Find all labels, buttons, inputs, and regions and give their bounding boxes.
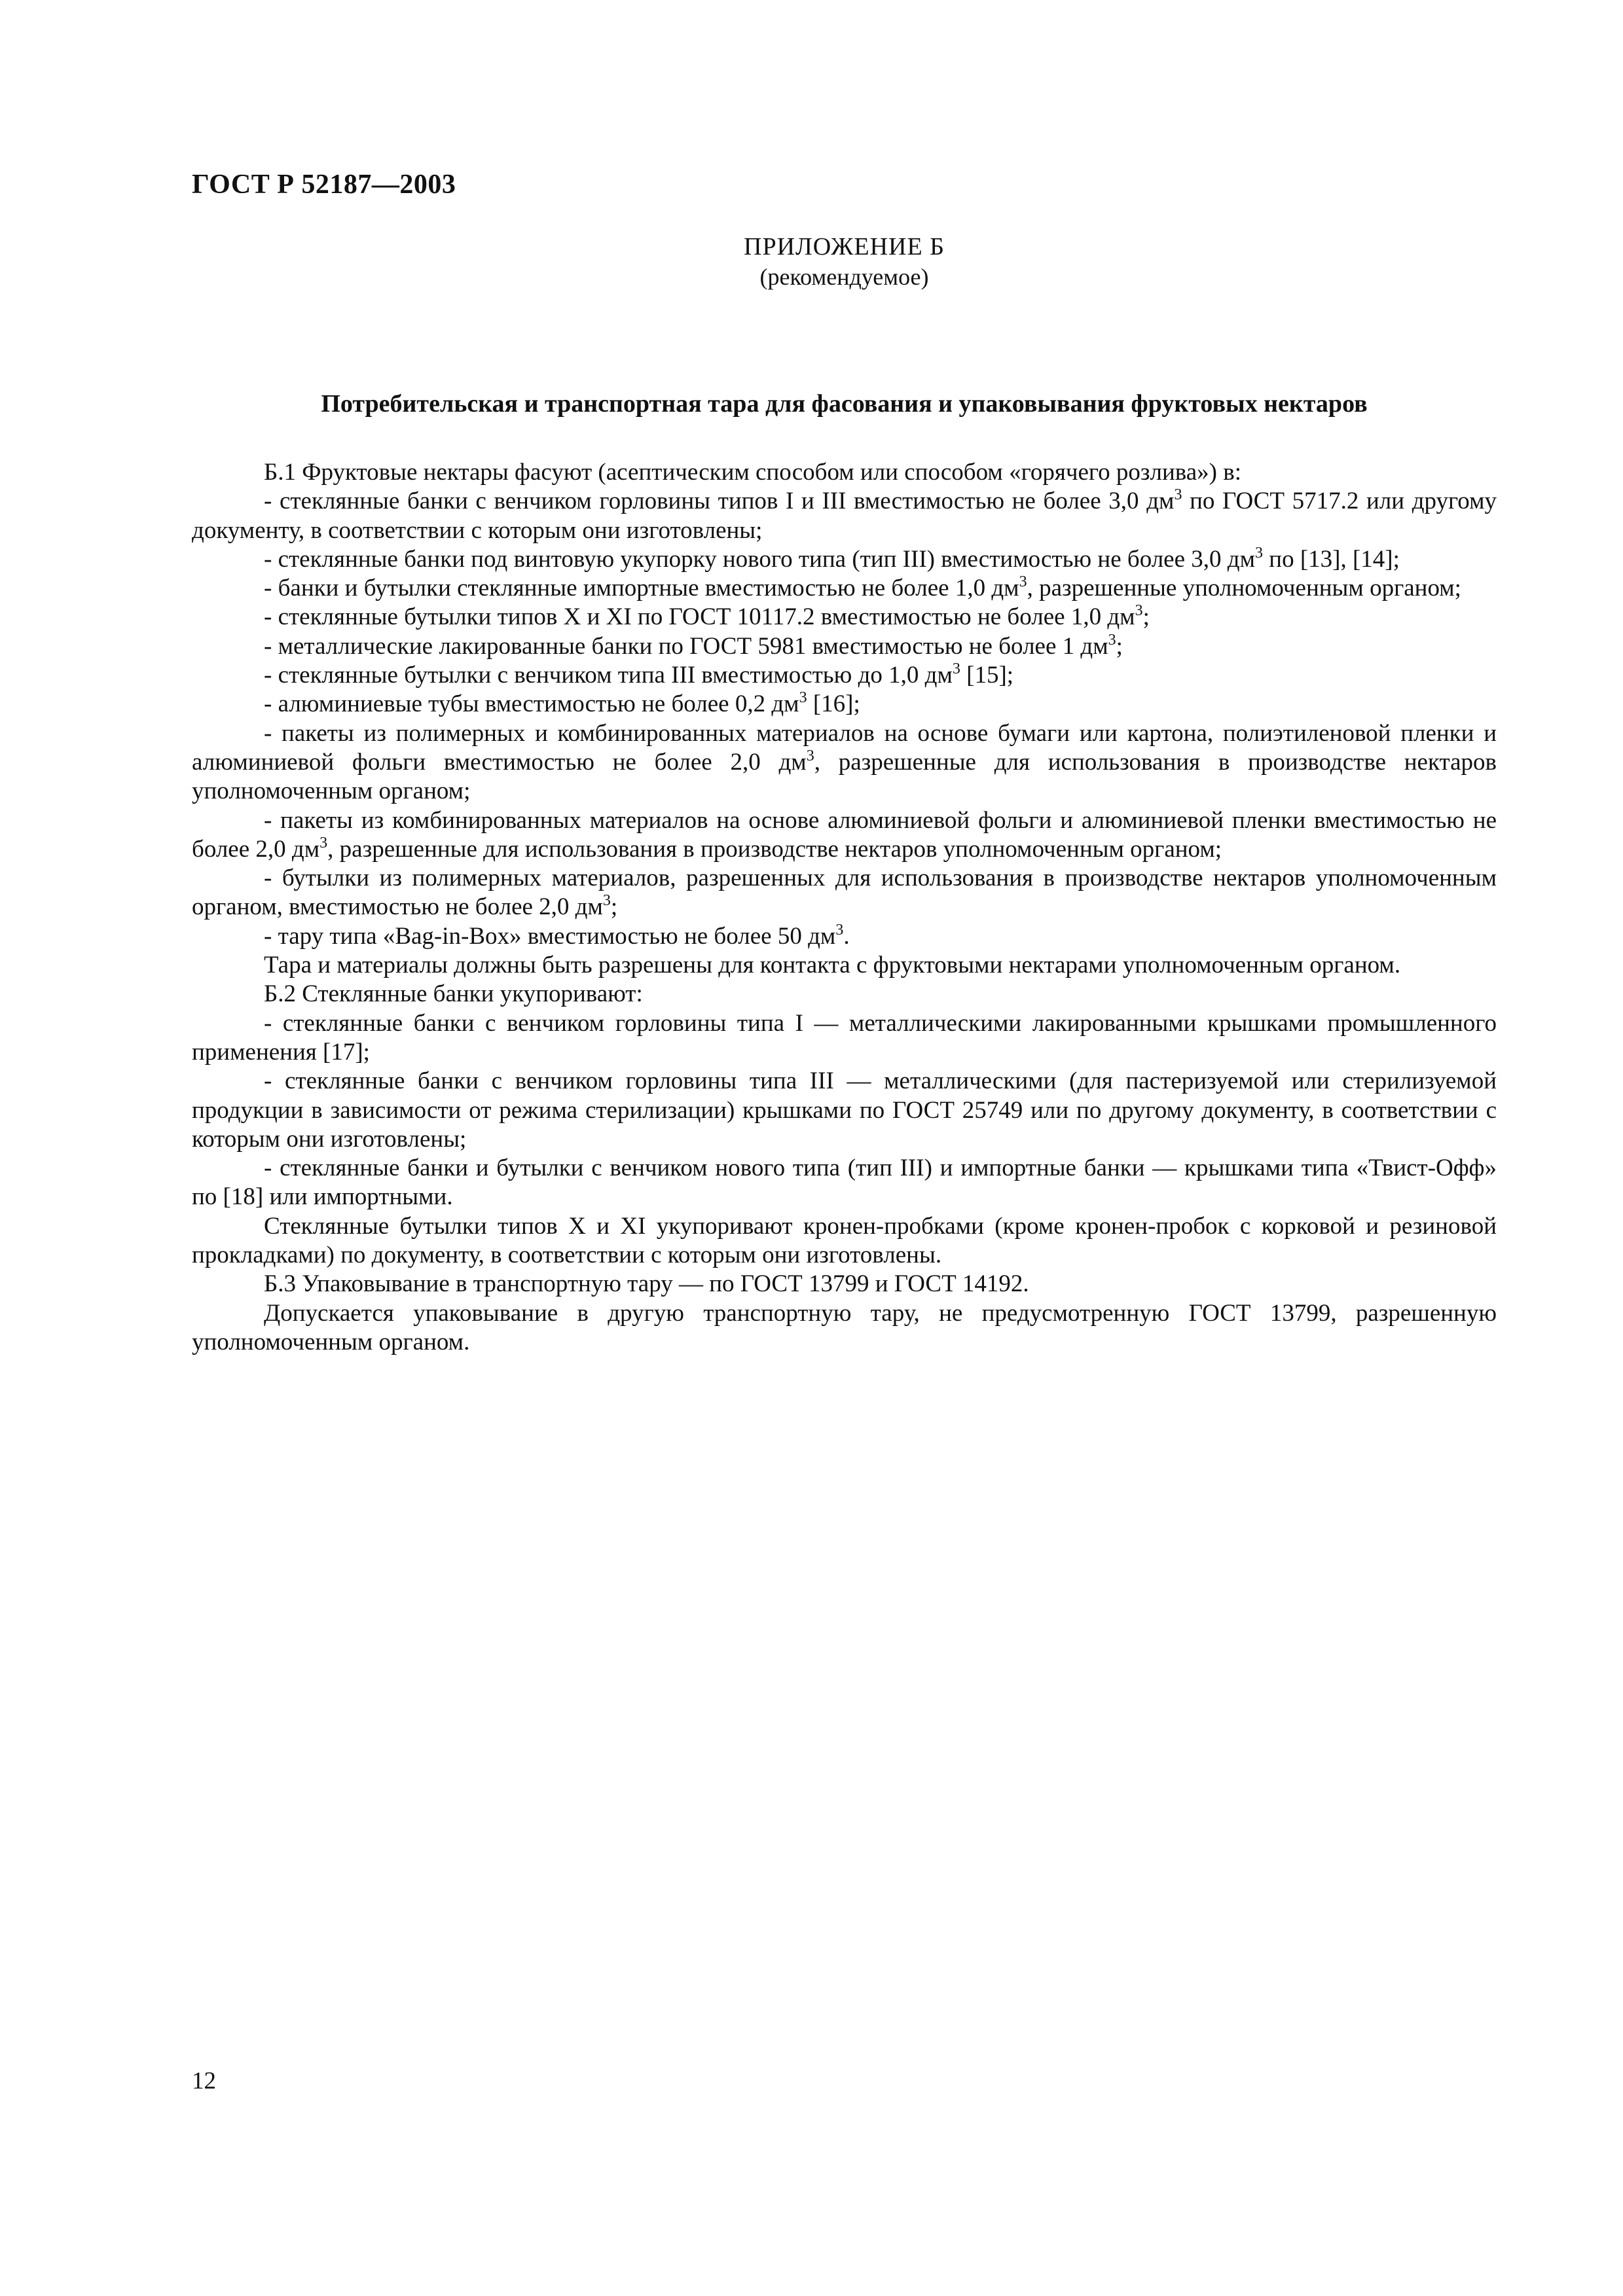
list-item: - стеклянные банки с венчиком горловины типа I — металлическими лакированными крышками промышленного применения [17]; xyxy=(192,1009,1497,1066)
paragraph: Тара и материалы должны быть разрешены для контакта с фруктовыми нектарами уполномоченным органом. xyxy=(264,952,1401,979)
list-item: - металлические лакированные банки по ГОСТ 5981 вместимостью не более 1 $дм^3$; xyxy=(264,631,1123,660)
list-item: - бутылки из полимерных материалов, разрешенных для использования в производстве нектаров уполномоченным органом, вместимостью не более 2,0 $дм^3$; xyxy=(192,865,1497,921)
paragraph: Допускается упаковывание в другую транспортную тару, не предусмотренную ГОСТ 13799, разрешенную уполномоченным органом. xyxy=(192,1299,1497,1355)
paragraph: Стеклянные бутылки типов X и XI укупоривают кронен-пробками (кроме кронен-пробок с корковой и резиновой прокладками) по документу, в соответствии с которым они изготовлены. xyxy=(192,1212,1497,1269)
body-text xyxy=(192,458,1497,1357)
appendix-title: ПРИЛОЖЕНИЕ Б xyxy=(744,233,945,260)
list-item: - стеклянные банки с венчиком горловины типов I и III вместимостью не более 3,0 $дм^3$ по ГОСТ 5717.2 или другому документу, в соответствии с которым они изготовлены; xyxy=(192,486,1497,544)
list-item: - банки и бутылки стеклянные импортные вместимостью не более 1,0 $дм^3$, разрешенные уполномоченным органом; xyxy=(264,573,1461,602)
paragraph-b1-intro: Б.1 Фруктовые нектары фасуют (асептическим способом или способом «горячего розлива») в: xyxy=(264,459,1241,486)
list-item: - алюминиевые тубы вместимостью не более 0,2 $дм^3$ [16]; xyxy=(264,689,860,718)
list-item: - пакеты из полимерных и комбинированных материалов на основе бумаги или картона, полиэтиленовой пленки и алюминиевой фольги вместимостью не более 2,0 $дм^3$, разрешенные для использования в производстве нектаров уполномоченным органом; xyxy=(192,719,1497,805)
paragraph-b3: Б.3 Упаковывание в транспортную тару — по ГОСТ 13799 и ГОСТ 14192. xyxy=(264,1270,1029,1298)
section-title: Потребительская и транспортная тара для фасования и упаковывания фруктовых нектаров xyxy=(321,390,1368,418)
appendix-note: (рекомендуемое) xyxy=(759,264,929,290)
paragraph-b2-intro: Б.2 Стеклянные банки укупоривают: xyxy=(264,980,643,1008)
list-item: - стеклянные бутылки с венчиком типа III вместимостью до 1,0 $дм^3$ [15]; xyxy=(264,660,1014,689)
standard-number: ГОСТ Р 52187—2003 xyxy=(192,170,456,200)
list-item: - пакеты из комбинированных материалов на основе алюминиевой фольги и алюминиевой пленки вместимостью не более 2,0 $дм^3$, разрешенные для использования в производстве нектаров уполномоченным органом; xyxy=(192,806,1497,863)
list-item: - стеклянные банки с венчиком горловины типа III — металлическими (для пастеризуемой или стерилизуемой продукции в зависимости от режима стерилизации) крышками по ГОСТ 25749 или по другому документу, в соответствии с которым они изготовлены; xyxy=(192,1067,1497,1153)
list-item: - тару типа «Bag-in-Box» вместимостью не более 50 $дм^3$. xyxy=(264,921,850,950)
list-item: - стеклянные бутылки типов X и XI по ГОСТ 10117.2 вместимостью не более 1,0 $дм^3$; xyxy=(264,602,1150,631)
list-item: - стеклянные банки под винтовую укупорку нового типа (тип III) вместимостью не более 3,0 $дм^3$ по [13], [14]; xyxy=(264,544,1400,573)
page-number: 12 xyxy=(192,2068,216,2094)
list-item: - стеклянные банки и бутылки с венчиком нового типа (тип III) и импортные банки — крышками типа «Твист-Офф» по [18] или импортными. xyxy=(192,1155,1497,1211)
